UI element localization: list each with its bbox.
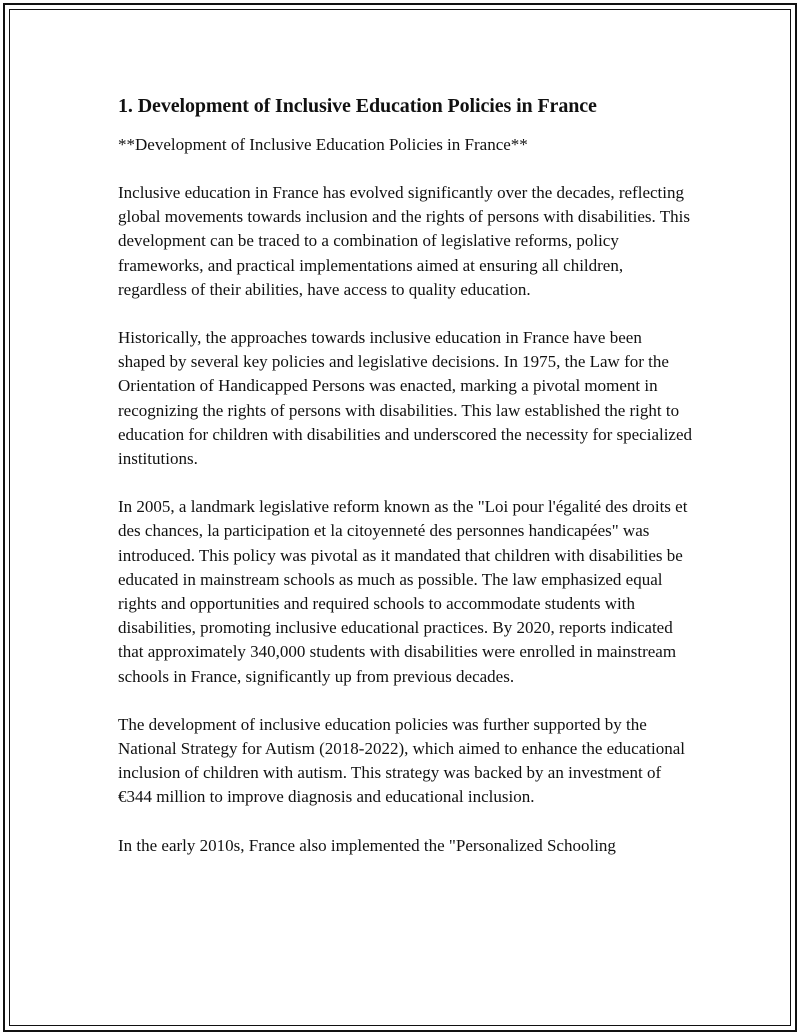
paragraph-2005-law: In 2005, a landmark legislative reform known as the "Loi pour l'égalité des droits et des chances, la participation et la citoyenneté des personnes handicapées" was introduced. This policy was pivotal as it mandated that children with disabilities be educated in mainstream schools as much as possible. The law emphasized equal rights and opportunities and required schools to accommodate students with disabilities, promoting inclusive educational practices. By 2020, reports indicated that approximately 340,000 students with disabilities were enrolled in mainstream schools in France, significantly up from previous decades. (118, 497, 688, 686)
paragraph-history: Historically, the approaches towards inclusive education in France have been shaped by several key policies and legislative decisions. In 1975, the Law for the Orientation of Handicapped Persons was enacted, marking a pivotal moment in recognizing the rights of persons with disabilities. This law established the right to education for children with disabilities and underscored the necessity for specialized institutions. (118, 328, 693, 469)
document-heading: 1. Development of Inclusive Education Policies in France (118, 95, 597, 117)
document-subtitle: **Development of Inclusive Education Policies in France** (118, 135, 528, 154)
document-body (118, 92, 693, 858)
paragraph-autism-strategy: The development of inclusive education policies was further supported by the National Strategy for Autism (2018-2022), which aimed to enhance the educational inclusion of children with autism. This strategy was backed by an investment of €344 million to improve diagnosis and educational inclusion. (118, 714, 685, 807)
paragraph-personalized-schooling: In the early 2010s, France also implemented the "Personalized Schooling (118, 835, 616, 855)
paragraph-intro: Inclusive education in France has evolved significantly over the decades, reflecting global movements towards inclusion and the rights of persons with disabilities. This development can be traced to a combination of legislative reforms, policy frameworks, and practical implementations aimed at ensuring all children, regardless of their abilities, have access to quality education. (118, 183, 690, 299)
